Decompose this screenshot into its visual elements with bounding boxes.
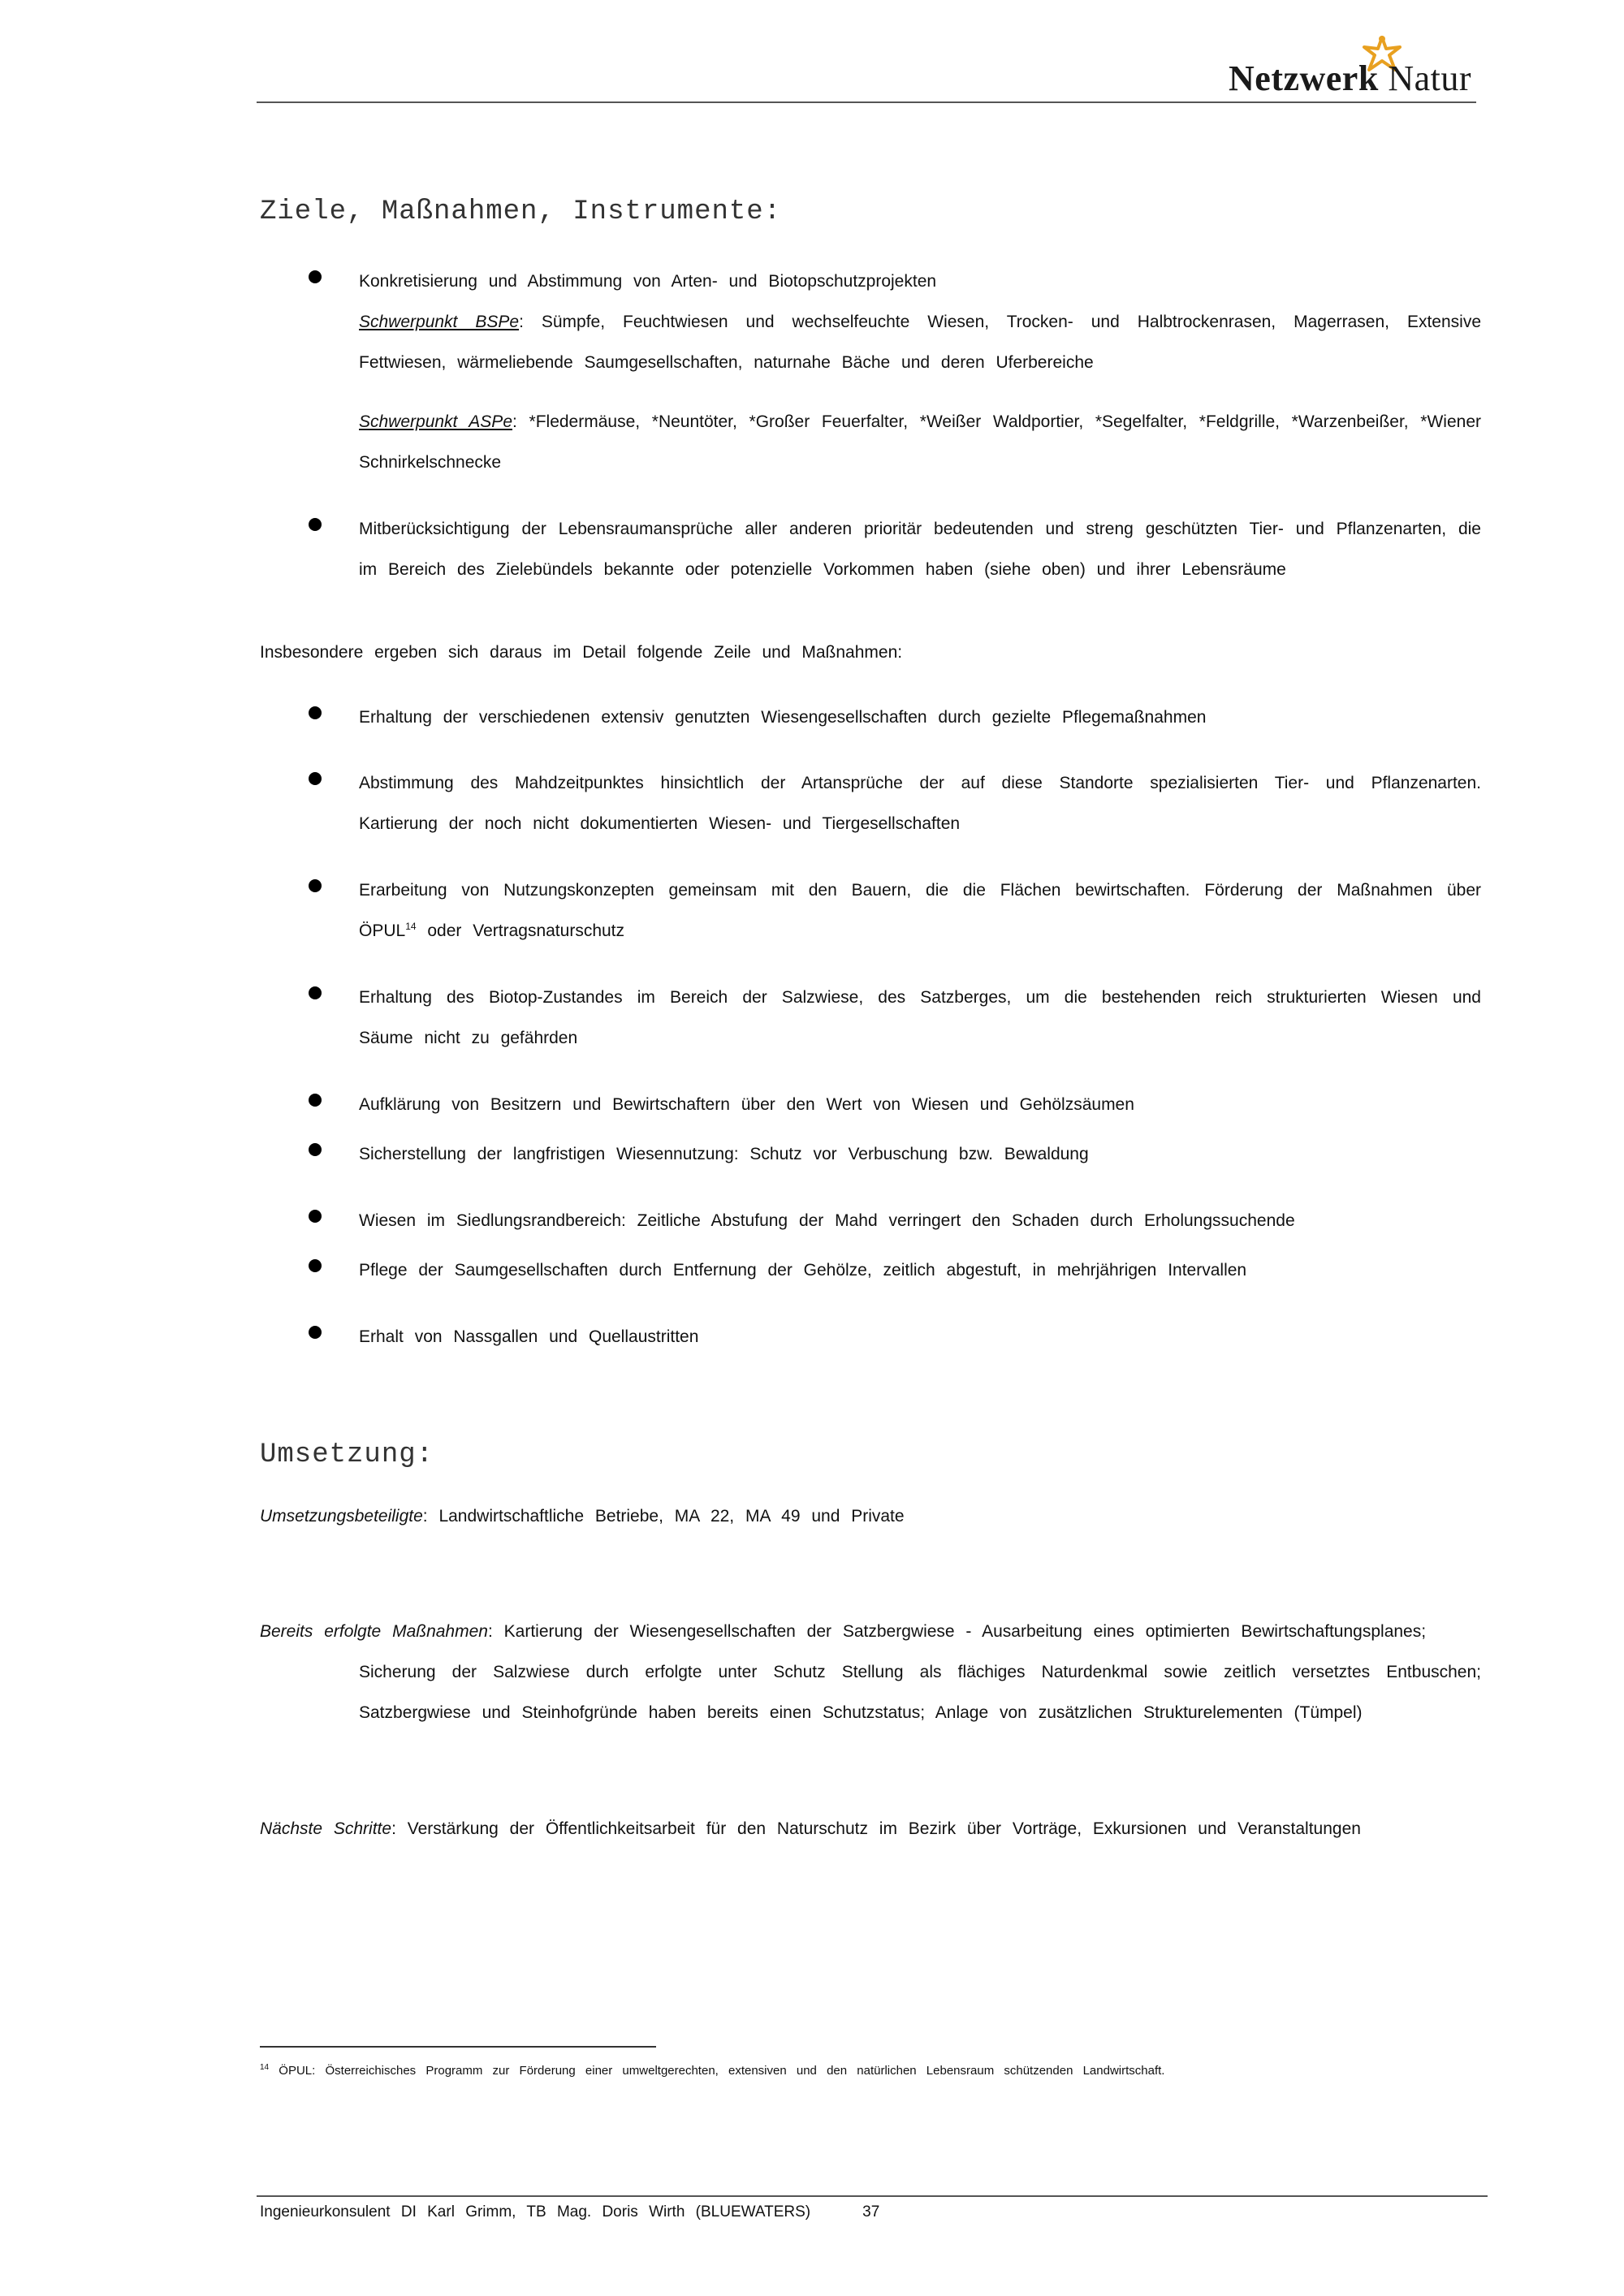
bullet-marker	[309, 518, 322, 531]
detail-item: Pflege der Saumgesellschaften durch Entfernung der Gehölze, zeitlich abgestuft, in mehrjährigen Intervallen	[359, 1261, 1247, 1280]
opul-text-part1: Erarbeitung von Nutzungskonzepten gemeinsam mit den Bauern, die die Flächen bewirtschaften. Förderung der Maßnahmen über ÖPUL	[359, 881, 1481, 940]
umsetzungsbeteiligte-text: : Landwirtschaftliche Betriebe, MA 22, MA 49 und Private	[422, 1507, 905, 1526]
detail-item: Erhaltung der verschiedenen extensiv genutzten Wiesengesellschaften durch gezielte Pflegemaßnahmen	[359, 708, 1207, 727]
erfolgte-massnahmen-continued: Sicherung der Salzwiese durch erfolgte unter Schutz Stellung als flächiges Naturdenkmal sowie zeitlich versetztes Entbuschen; Satzbergwiese und Steinhofgründe haben bereits einen Schutzstatus; Anlage von zusätzlichen Strukturelementen (Tümpel)	[359, 1663, 1481, 1722]
bullet-marker	[309, 706, 322, 719]
bspe-paragraph	[359, 302, 1481, 383]
detail-item: Wiesen im Siedlungsrandbereich: Zeitliche Abstufung der Mahd verringert den Schaden durch Erholungssuchende	[359, 1211, 1295, 1230]
bullet-marker	[309, 1143, 322, 1156]
bspe-label: Schwerpunkt BSPe	[359, 313, 520, 331]
naechste-schritte-text: : Verstärkung der Öffentlichkeitsarbeit für den Naturschutz im Bezirk über Vorträge, Exkursionen und Veranstaltungen	[391, 1819, 1361, 1838]
bullet-marker	[309, 879, 322, 892]
detail-intro: Insbesondere ergeben sich daraus im Detail folgende Zeile und Maßnahmen:	[260, 643, 903, 662]
bullet-item: Mitberücksichtigung der Lebensraumansprüche aller anderen prioritär bedeutenden und streng geschützten Tier- und Pflanzenarten, die im Bereich des Zielebündels bekannte oder potenzielle Vorkommen haben (siehe oben) und ihrer Lebensräume	[359, 520, 1481, 579]
netzwerk-natur-logo	[1212, 34, 1471, 99]
bullet-marker	[309, 1326, 322, 1339]
logo-word-netzwerk: Netzwerk	[1229, 58, 1379, 98]
bspe-separator: :	[519, 313, 524, 331]
bspe-text: Sümpfe, Feuchtwiesen und wechselfeuchte Wiesen, Trocken- und Halbtrockenrasen, Magerrasen, Extensive Fettwiesen, wärmeliebende Saumgesellschaften, naturnahe Bäche und deren Uferbereiche	[359, 313, 1481, 372]
detail-item: Aufklärung von Besitzern und Bewirtschaftern über den Wert von Wiesen und Gehölzsäumen	[359, 1095, 1134, 1114]
footer-divider	[257, 2195, 1488, 2197]
aspe-separator: :	[512, 412, 517, 431]
bullet-marker	[309, 270, 322, 283]
aspe-label: Schwerpunkt ASPe	[359, 412, 512, 431]
bullet-marker	[309, 1094, 322, 1107]
bullet-marker	[309, 1210, 322, 1223]
erfolgte-massnahmen-text: : Kartierung der Wiesengesellschaften der Satzbergwiese - Ausarbeitung eines optimierten Bewirtschaftungsplanes;	[487, 1622, 1427, 1641]
footnote-divider	[260, 2046, 656, 2048]
section-heading-umsetzung: Umsetzung:	[260, 1439, 434, 1470]
bullet-item: Konkretisierung und Abstimmung von Arten- und Biotopschutzprojekten	[359, 272, 937, 291]
header-divider	[257, 101, 1476, 103]
erfolgte-massnahmen-line	[260, 1612, 1481, 1652]
detail-item: Abstimmung des Mahdzeitpunktes hinsichtlich der Artansprüche der auf diese Standorte spezialisierten Tier- und Pflanzenarten. Kartierung der noch nicht dokumentierten Wiesen- und Tiergesellschaften	[359, 774, 1481, 833]
bullet-marker	[309, 1259, 322, 1272]
erfolgte-massnahmen-label: Bereits erfolgte Maßnahmen	[260, 1622, 488, 1641]
detail-item: Erhaltung des Biotop-Zustandes im Bereich der Salzwiese, des Satzberges, um die bestehenden reich strukturierten Wiesen und Säume nicht zu gefährden	[359, 988, 1481, 1047]
detail-item: Sicherstellung der langfristigen Wiesennutzung: Schutz vor Verbuschung bzw. Bewaldung	[359, 1145, 1089, 1163]
aspe-text: *Fledermäuse, *Neuntöter, *Großer Feuerfalter, *Weißer Waldportier, *Segelfalter, *Feldgrille, *Warzenbeißer, *Wiener Schnirkelschnecke	[359, 412, 1481, 472]
footnote-number: 14	[260, 2063, 270, 2072]
footer-authors: Ingenieurkonsulent DI Karl Grimm, TB Mag. Doris Wirth (BLUEWATERS)	[260, 2203, 811, 2220]
detail-item: Erhalt von Nassgallen und Quellaustritten	[359, 1327, 699, 1346]
naechste-schritte-paragraph	[260, 1809, 1481, 1849]
footnote-text: ÖPUL: Österreichisches Programm zur Förderung einer umweltgerechten, extensiven und den natürlichen Lebensraum schützenden Landwirtschaft.	[279, 2064, 1165, 2078]
detail-item-opul	[359, 870, 1481, 952]
umsetzungsbeteiligte-paragraph	[260, 1496, 1481, 1537]
logo-word-natur: Natur	[1388, 58, 1471, 98]
page-number: 37	[862, 2203, 880, 2220]
bullet-marker	[309, 986, 322, 999]
logo-text	[1229, 58, 1471, 99]
umsetzungsbeteiligte-label: Umsetzungsbeteiligte	[260, 1507, 423, 1526]
page-footer	[260, 2203, 879, 2221]
section-heading-ziele: Ziele, Maßnahmen, Instrumente:	[260, 196, 782, 227]
opul-text-part2: oder Vertragsnaturschutz	[416, 921, 625, 940]
naechste-schritte-label: Nächste Schritte	[260, 1819, 392, 1838]
bullet-marker	[309, 772, 322, 785]
aspe-paragraph	[359, 402, 1481, 483]
footnote	[260, 2064, 1164, 2078]
footnote-ref[interactable]: 14	[405, 921, 417, 932]
